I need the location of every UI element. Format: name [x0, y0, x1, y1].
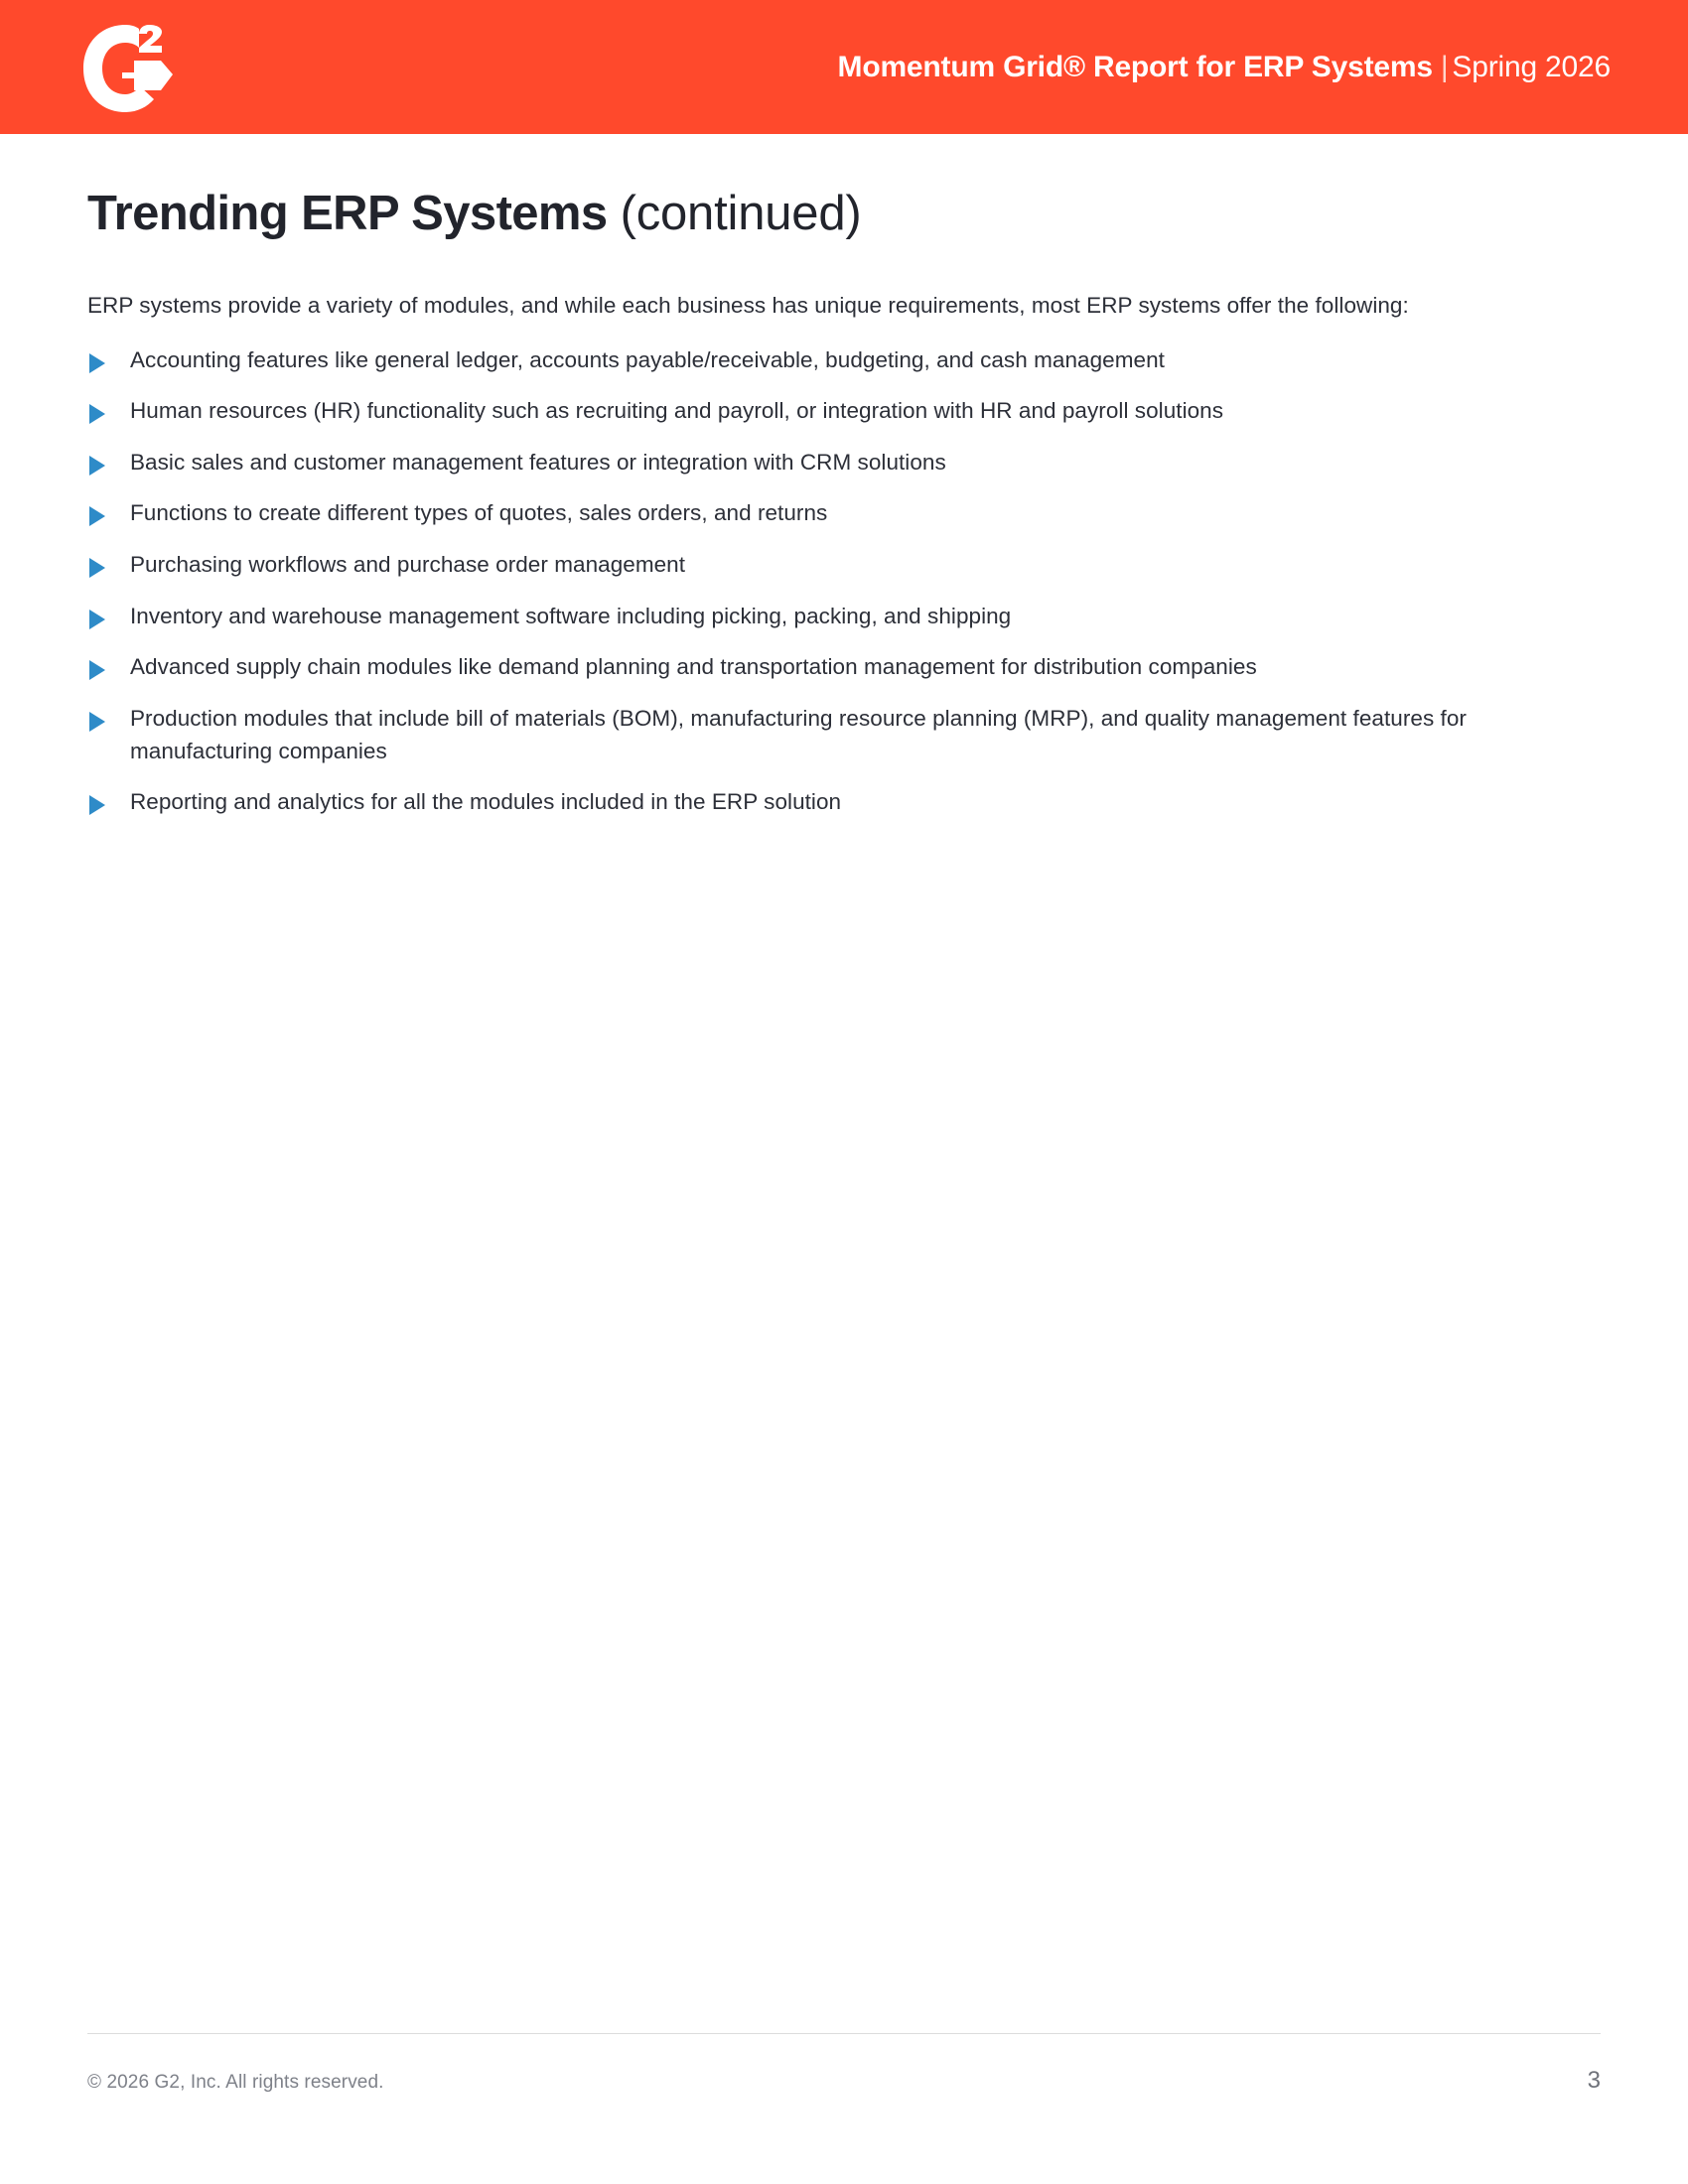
list-item: [87, 549, 1601, 582]
list-item-label: Basic sales and customer management features or integration with CRM solutions: [130, 449, 946, 475]
triangle-right-icon: [89, 558, 105, 578]
list-item-label: Accounting features like general ledger, accounts payable/receivable, budgeting, and cash management: [130, 346, 1165, 372]
list-item-label: Human resources (HR) functionality such as recruiting and payroll, or integration with HR and payroll solutions: [130, 398, 1224, 424]
header-report-title: [838, 0, 1611, 134]
list-item-label: Inventory and warehouse management software including picking, packing, and shipping: [130, 603, 1012, 628]
footer-row: [87, 2067, 1601, 2095]
page-footer: [87, 2033, 1601, 2103]
triangle-right-icon: [89, 506, 105, 526]
header-title-separator: |: [1440, 50, 1449, 83]
footer-divider: [87, 2033, 1601, 2034]
triangle-right-icon: [89, 353, 105, 373]
page-title: [87, 134, 1601, 241]
triangle-right-icon: [89, 795, 105, 815]
g2-logo-icon: [77, 17, 181, 116]
list-item: [87, 703, 1601, 767]
list-item-label: Production modules that include bill of materials (BOM), manufacturing resource planning (MRP), and quality management features for manufacturing companies: [130, 705, 1467, 763]
list-item: [87, 786, 1601, 819]
list-item-label: Purchasing workflows and purchase order management: [130, 552, 686, 577]
list-item: [87, 447, 1601, 479]
triangle-right-icon: [89, 456, 105, 476]
intro-paragraph: ERP systems provide a variety of modules, and while each business has unique requirements, most ERP systems offer the following:: [87, 292, 1409, 318]
list-item-label: Advanced supply chain modules like demand planning and transportation management for distribution companies: [130, 654, 1257, 680]
triangle-right-icon: [89, 610, 105, 629]
triangle-right-icon: [89, 660, 105, 680]
page-header: [0, 0, 1688, 134]
list-item-label: Functions to create different types of quotes, sales orders, and returns: [130, 500, 828, 526]
list-item: [87, 497, 1601, 530]
list-item-label: Reporting and analytics for all the modules included in the ERP solution: [130, 789, 842, 815]
footer-copyright: © 2026 G2, Inc. All rights reserved.: [87, 2072, 384, 2093]
header-title-bold: Momentum Grid® Report for ERP Systems: [837, 50, 1433, 83]
page-title-suffix: (continued): [620, 187, 862, 240]
list-item: [87, 651, 1601, 684]
footer-page-number: 3: [1587, 2067, 1601, 2094]
triangle-right-icon: [89, 404, 105, 424]
header-title-edition: Spring 2026: [1452, 50, 1611, 83]
list-item: [87, 601, 1601, 633]
page-title-main: Trending ERP Systems: [87, 187, 608, 240]
list-item: [87, 395, 1601, 428]
erp-module-list: [87, 323, 1601, 819]
triangle-right-icon: [89, 712, 105, 732]
page-content: [87, 134, 1601, 819]
list-item: [87, 344, 1601, 377]
